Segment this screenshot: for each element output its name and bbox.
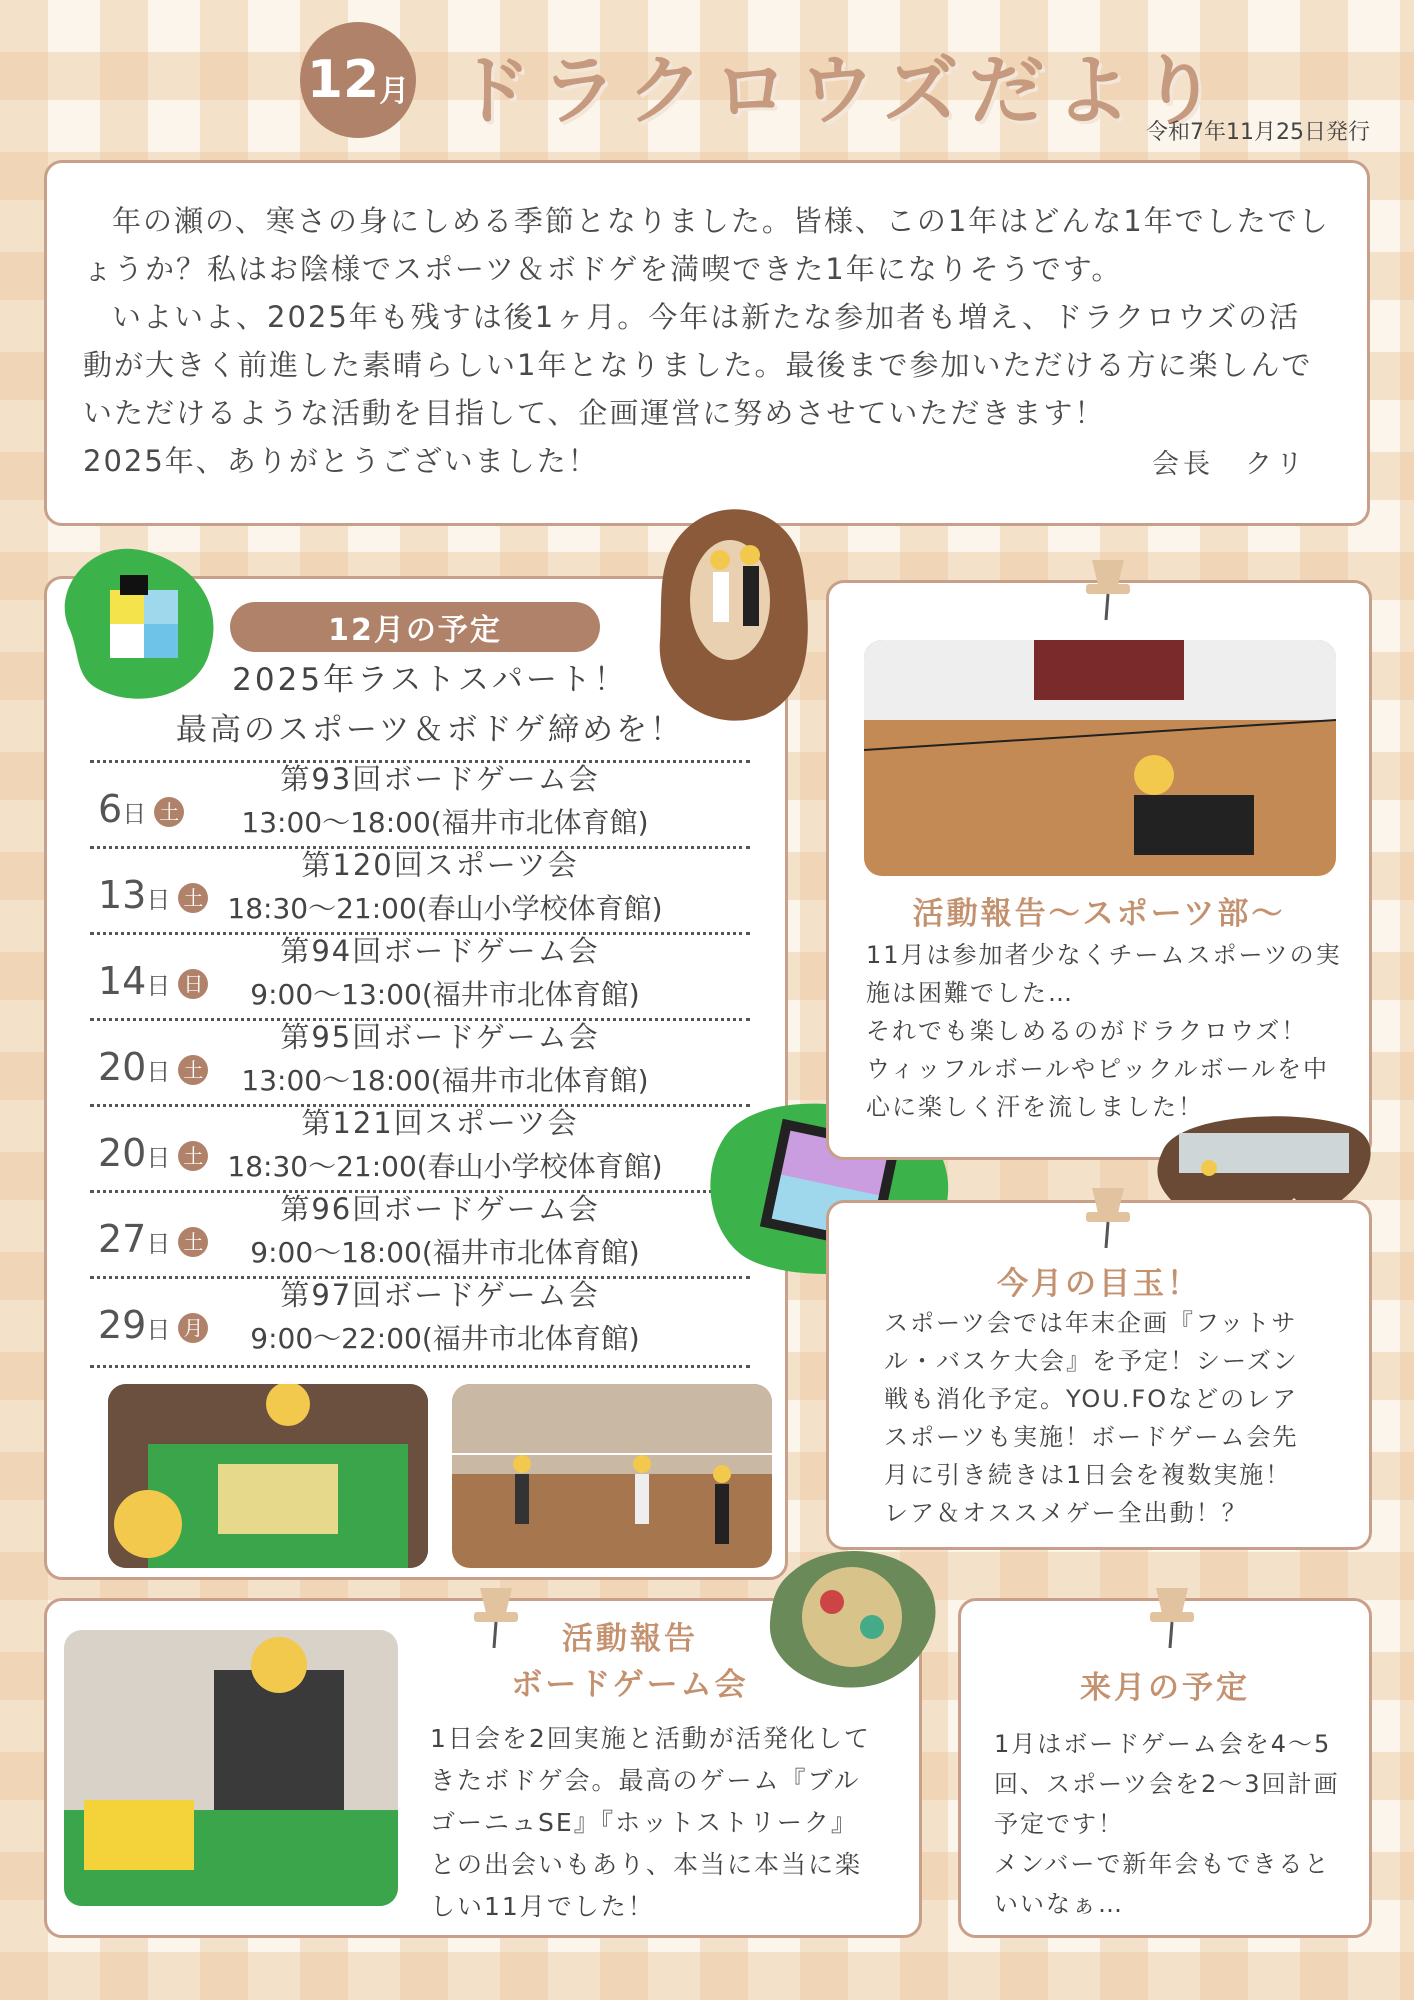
event-date xyxy=(98,1303,208,1347)
boardgame-report-line: ゴーニュSE』『ホットストリーク』 xyxy=(430,1808,858,1837)
event-time: 9:00〜18:00(福井市北体育館) xyxy=(250,1236,640,1269)
event-day: 20 xyxy=(98,1131,147,1175)
issue-date: 令和7年11月25日発行 xyxy=(1146,120,1370,145)
event-day-unit: 日 xyxy=(146,1316,171,1344)
sports-report-line: 施は困難でした… xyxy=(866,979,1074,1007)
event-time: 9:00〜22:00(福井市北体育館) xyxy=(250,1322,640,1355)
sports-report-line: ウィッフルボールやピックルボールを中 xyxy=(866,1055,1329,1083)
highlight-text xyxy=(884,1304,1344,1532)
next-month-line: いいなぁ… xyxy=(994,1890,1124,1918)
greeting-paragraph-3: 2025年、ありがとうございました！ xyxy=(83,444,599,478)
highlight-line: 月に引き続きは1日会を複数実施！ xyxy=(884,1461,1292,1489)
event-name: 第120回スポーツ会 xyxy=(301,848,579,882)
schedule-event xyxy=(90,1104,750,1193)
boardgame-report-line: しい11月でした！ xyxy=(430,1892,655,1921)
event-time: 13:00〜18:00(福井市北体育館) xyxy=(241,806,649,839)
next-month-line: メンバーで新年会もできると xyxy=(994,1850,1331,1878)
event-day-unit: 日 xyxy=(122,800,147,828)
next-month-line: 回、スポーツ会を2〜3回計画 xyxy=(994,1770,1340,1798)
boardgame-report-line: きたボドゲ会。最高のゲーム『ブル xyxy=(430,1766,861,1795)
greeting-signature: 会長 クリ xyxy=(1152,449,1307,480)
event-time: 18:30〜21:00(春山小学校体育館) xyxy=(227,892,663,925)
schedule-lead-line-2: 最高のスポーツ＆ボドゲ締めを！ xyxy=(175,712,685,748)
event-day-unit: 日 xyxy=(146,886,171,914)
event-name: 第121回スポーツ会 xyxy=(301,1106,579,1140)
event-day-unit: 日 xyxy=(146,972,171,1000)
event-name: 第96回ボードゲーム会 xyxy=(280,1192,600,1226)
event-name: 第94回ボードゲーム会 xyxy=(280,934,600,968)
schedule-event xyxy=(90,1276,750,1368)
event-day: 13 xyxy=(98,873,147,917)
highlight-title: 今月の目玉！ xyxy=(997,1266,1201,1302)
event-date xyxy=(98,787,184,831)
event-time: 18:30〜21:00(春山小学校体育館) xyxy=(227,1150,663,1183)
event-day: 14 xyxy=(98,959,147,1003)
next-month-title: 来月の予定 xyxy=(1080,1670,1250,1706)
event-time: 13:00〜18:00(福井市北体育館) xyxy=(241,1064,649,1097)
greeting-paragraph-1: 年の瀬の、寒さの身にしめる季節となりました。皆様、この1年はどんな1年でしたでしょうか？私はお陰様でスポーツ＆ボドゲを満喫できた1年になりそうです。 xyxy=(83,204,1330,286)
day-of-week-badge: 土 xyxy=(178,883,208,913)
day-of-week-badge: 月 xyxy=(178,1313,208,1343)
month-number: 12 xyxy=(306,50,380,110)
boardgame-players-photo xyxy=(64,1630,398,1906)
event-date xyxy=(98,1045,208,1089)
sports-report-line: それでも楽しめるのがドラクロウズ！ xyxy=(866,1017,1308,1045)
day-of-week-badge: 日 xyxy=(178,969,208,999)
event-date xyxy=(98,1217,208,1261)
month-unit: 月 xyxy=(379,74,410,109)
boardgame-report-title-line: 活動報告 xyxy=(562,1621,698,1657)
day-of-week-badge: 土 xyxy=(178,1141,208,1171)
day-of-week-badge: 土 xyxy=(178,1055,208,1085)
event-day-unit: 日 xyxy=(146,1058,171,1086)
gym-sports-photo xyxy=(452,1384,772,1568)
pushpin-icon xyxy=(1142,1568,1202,1648)
sports-report-title: 活動報告〜スポーツ部〜 xyxy=(912,896,1286,932)
catan-board-blob xyxy=(762,1542,942,1692)
event-day: 6 xyxy=(98,787,123,831)
sports-report-line: 心に楽しく汗を流しました！ xyxy=(866,1093,1204,1121)
day-of-week-badge: 土 xyxy=(154,797,184,827)
event-day: 29 xyxy=(98,1303,147,1347)
highlight-line: 戦も消化予定。YOU.FOなどのレア xyxy=(884,1385,1299,1413)
schedule-lead xyxy=(120,655,740,755)
boardgame-report-text xyxy=(430,1718,890,1928)
pushpin-icon xyxy=(1078,540,1138,620)
next-month-line: 1月はボードゲーム会を4〜5 xyxy=(994,1730,1332,1758)
highlight-line: ル・バスケ大会』を予定！シーズン xyxy=(884,1347,1299,1375)
event-date xyxy=(98,959,208,1003)
event-time: 9:00〜13:00(福井市北体育館) xyxy=(250,978,640,1011)
schedule-heading: 12月の予定 xyxy=(230,602,600,652)
event-day-unit: 日 xyxy=(146,1230,171,1258)
event-name: 第95回ボードゲーム会 xyxy=(280,1020,600,1054)
event-date xyxy=(98,1131,208,1175)
boardgame-report-title-line: ボードゲーム会 xyxy=(511,1667,749,1703)
schedule-event xyxy=(90,1018,750,1107)
greeting-box xyxy=(44,160,1370,526)
event-day-unit: 日 xyxy=(146,1144,171,1172)
pushpin-icon xyxy=(1078,1168,1138,1248)
day-of-week-badge: 土 xyxy=(178,1227,208,1257)
gym-net-photo xyxy=(864,640,1336,876)
event-day: 27 xyxy=(98,1217,147,1261)
schedule-event xyxy=(90,932,750,1021)
highlight-line: レア＆オススメゲー全出動！？ xyxy=(884,1499,1248,1527)
greeting-paragraph-2: いよいよ、2025年も残すは後1ヶ月。今年は新たな参加者も増え、ドラクロウズの活動が大きく前進した素晴らしい1年となりました。最後まで参加いただける方に楽しんでいただけるような活動を目指して、企画運営に努めさせていただきます！ xyxy=(83,300,1313,430)
sports-report-text xyxy=(866,936,1346,1126)
boardgame-report-line: との出会いもあり、本当に本当に楽 xyxy=(430,1850,863,1879)
boardgame-report-line: 1日会を2回実施と活動が活発化して xyxy=(430,1724,871,1753)
schedule-event xyxy=(90,1190,750,1279)
schedule-event xyxy=(90,846,750,935)
event-name: 第97回ボードゲーム会 xyxy=(280,1278,600,1312)
highlight-line: スポーツも実施！ボードゲーム会先 xyxy=(884,1423,1299,1451)
next-month-text xyxy=(994,1724,1354,1924)
month-badge xyxy=(300,22,416,138)
schedule-event xyxy=(90,760,750,849)
schedule-lead-line-1: 2025年ラストスパート！ xyxy=(232,662,628,698)
sports-report-line: 11月は参加者少なくチームスポーツの実 xyxy=(866,941,1342,969)
event-name: 第93回ボードゲーム会 xyxy=(280,762,600,796)
boardgame-table-photo xyxy=(108,1384,428,1568)
event-date xyxy=(98,873,208,917)
highlight-line: スポーツ会では年末企画『フットサ xyxy=(884,1309,1298,1337)
event-day: 20 xyxy=(98,1045,147,1089)
newsletter-title: ドラクロウズだより xyxy=(455,46,1227,135)
next-month-line: 予定です！ xyxy=(994,1810,1124,1838)
